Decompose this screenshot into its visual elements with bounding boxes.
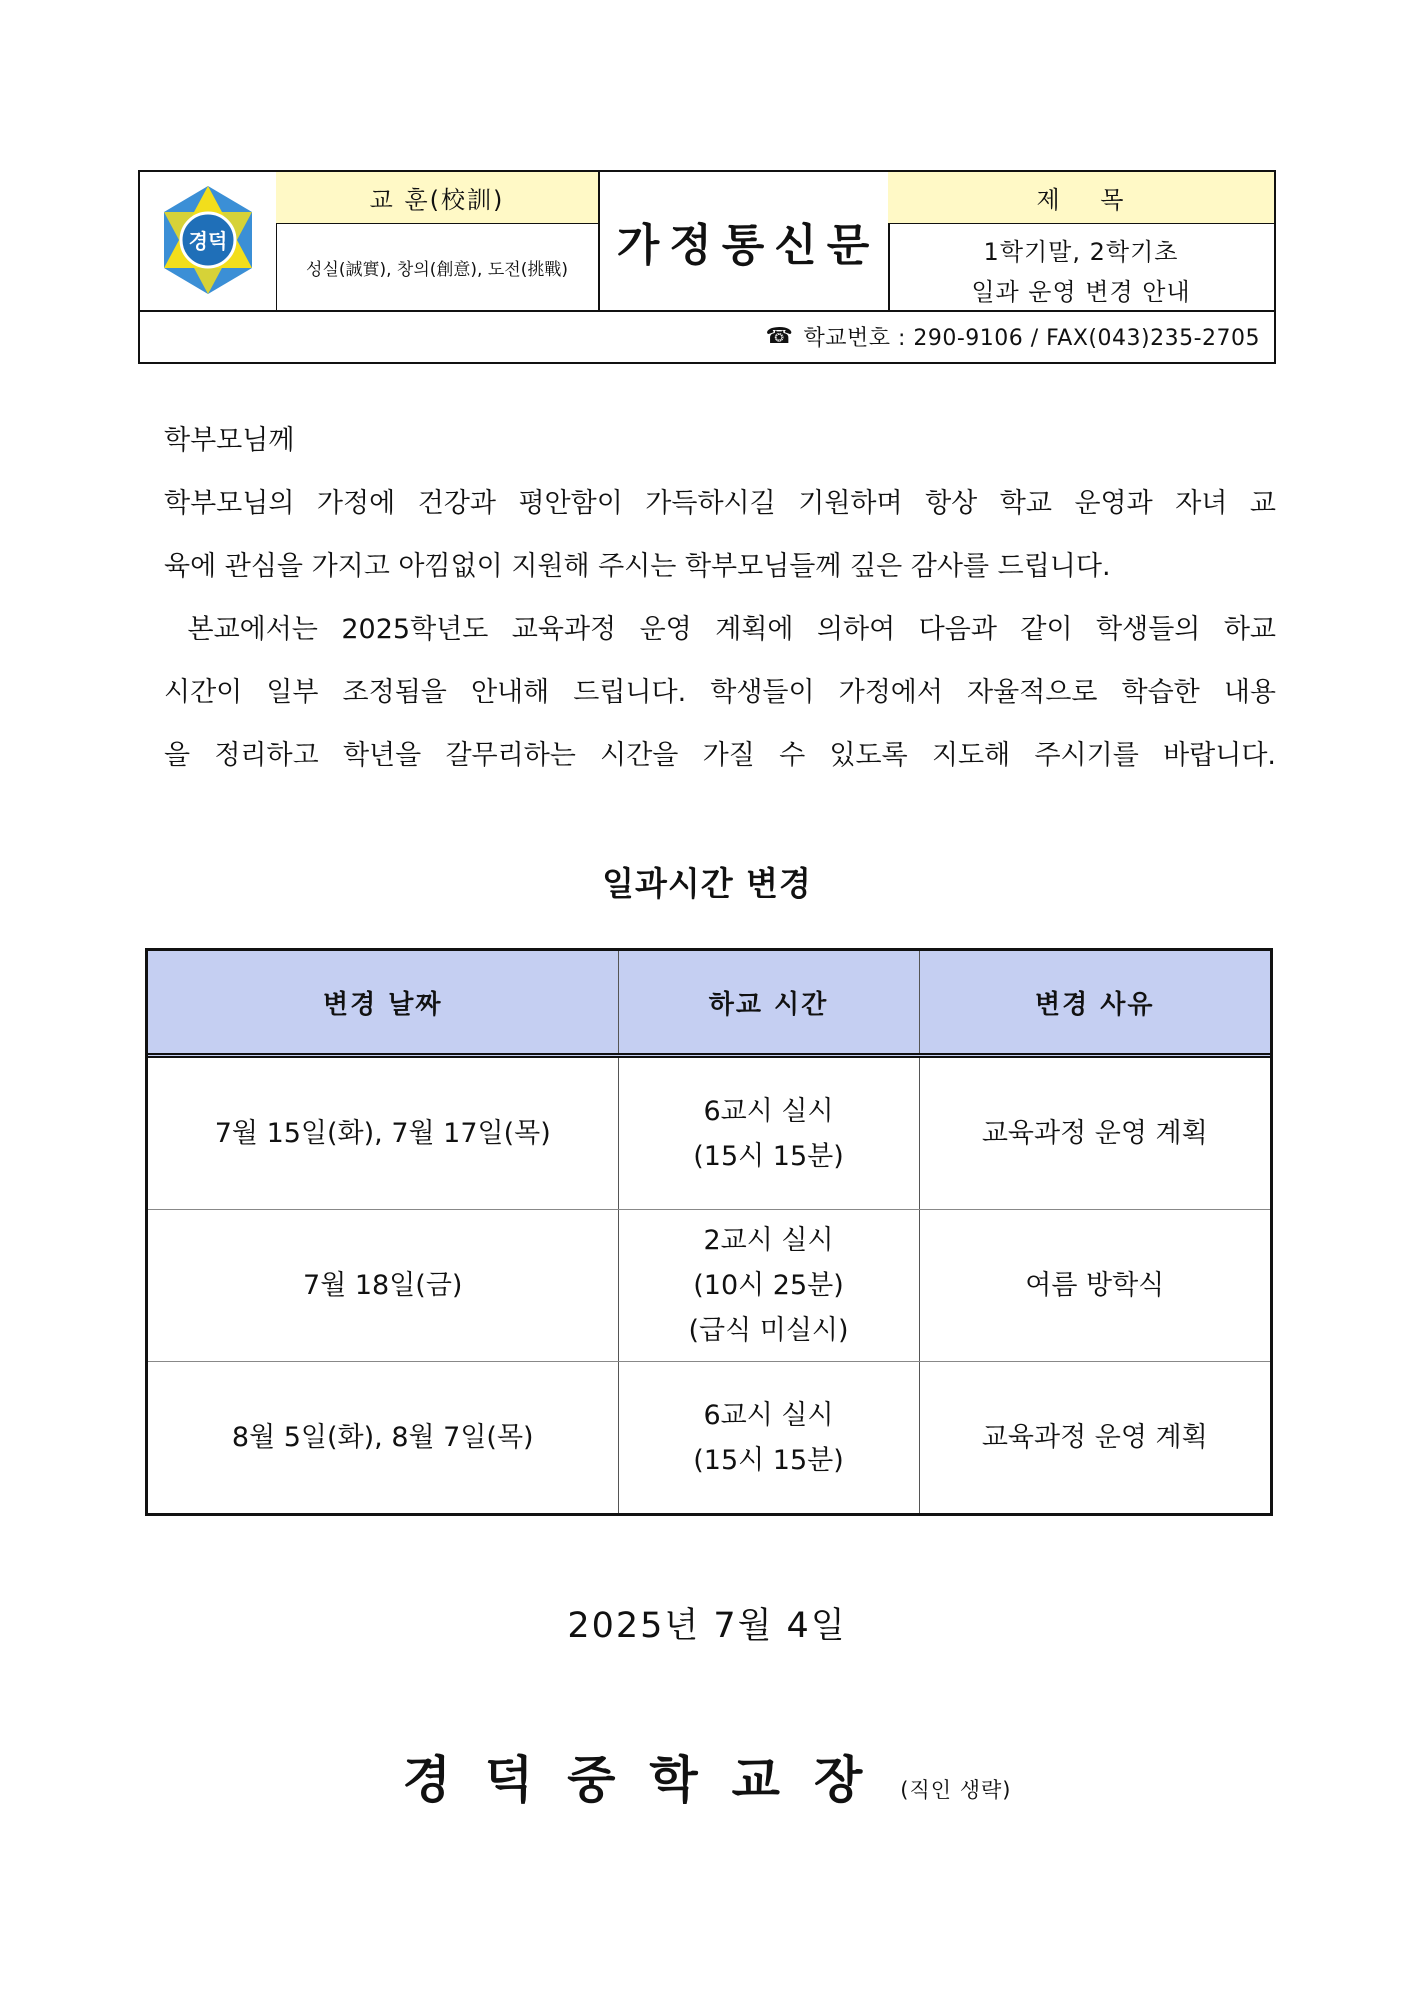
phone-text: 학교번호 : 290-9106 / FAX(043)235-2705 bbox=[803, 325, 1260, 351]
seal-omitted-note: (직인 생략) bbox=[900, 1778, 1012, 1802]
table-header-row bbox=[148, 951, 1270, 1056]
cell-reason: 여름 방학식 bbox=[919, 1210, 1270, 1362]
signature-block bbox=[0, 1740, 1414, 1812]
cell-date: 7월 15일(화), 7월 17일(목) bbox=[148, 1056, 618, 1210]
column-header-reason: 변경 사유 bbox=[919, 951, 1270, 1056]
time-line: (15시 15분) bbox=[693, 1444, 844, 1476]
time-line: 6교시 실시 bbox=[703, 1095, 834, 1127]
schedule-title: 일과시간 변경 bbox=[602, 864, 812, 903]
table-row bbox=[148, 1362, 1270, 1514]
subject-cell bbox=[888, 172, 1274, 310]
school-motto: 성실(誠實), 창의(創意), 도전(挑戰) bbox=[306, 259, 568, 280]
letter-paragraph-1-line-2: 육에 관심을 가지고 아낌없이 지원해 주시는 학부모님들께 깊은 감사를 드립니다. bbox=[164, 551, 1111, 582]
telephone-icon: ☎ bbox=[765, 323, 794, 349]
letter-paragraph-1-line-1: 학부모님의 가정에 건강과 평안함이 가득하시길 기원하며 항상 학교 운영과 자녀 교 bbox=[164, 488, 1276, 519]
document-title: 가정통신문 bbox=[616, 220, 880, 271]
time-line: 2교시 실시 bbox=[703, 1225, 834, 1256]
school-contact bbox=[766, 310, 1260, 362]
subject-line-1: 1학기말, 2학기초 bbox=[983, 238, 1179, 266]
salutation: 학부모님께 bbox=[164, 425, 295, 456]
header-top-row bbox=[140, 172, 1274, 312]
time-line: (급식 미실시) bbox=[688, 1315, 849, 1346]
issue-date: 2025년 7월 4일 bbox=[567, 1606, 847, 1646]
letter-paragraph-2-line-3: 을 정리하고 학년을 갈무리하는 시간을 가질 수 있도록 지도해 주시기를 바랍니다. bbox=[164, 740, 1276, 771]
school-logo-cell bbox=[140, 172, 277, 310]
motto-cell bbox=[276, 172, 600, 310]
principal-signature: 경덕중학교장 bbox=[402, 1750, 897, 1809]
schedule-table bbox=[145, 948, 1273, 1516]
cell-time bbox=[618, 1210, 919, 1362]
column-header-time: 하교 시간 bbox=[618, 951, 919, 1056]
cell-reason: 교육과정 운영 계획 bbox=[919, 1056, 1270, 1210]
column-header-date: 변경 날짜 bbox=[148, 951, 618, 1056]
newsletter-header bbox=[138, 170, 1276, 364]
cell-time bbox=[618, 1056, 919, 1210]
cell-time bbox=[618, 1362, 919, 1514]
subject-line-2: 일과 운영 변경 안내 bbox=[971, 278, 1191, 306]
cell-date: 7월 18일(금) bbox=[148, 1210, 618, 1362]
letter-paragraph-2-line-1: 본교에서는 2025학년도 교육과정 운영 계획에 의하여 다음과 같이 학생들의 하교 bbox=[164, 614, 1276, 645]
time-line: (15시 15분) bbox=[693, 1140, 844, 1172]
time-line: 6교시 실시 bbox=[703, 1399, 834, 1431]
letter-paragraph-2-line-2: 시간이 일부 조정됨을 안내해 드립니다. 학생들이 가정에서 자율적으로 학습한 내용 bbox=[164, 677, 1276, 708]
header-contact-row bbox=[140, 310, 1274, 362]
title-cell bbox=[598, 172, 890, 310]
table-row bbox=[148, 1056, 1270, 1210]
cell-date: 8월 5일(화), 8월 7일(목) bbox=[148, 1362, 618, 1514]
logo-text: 경덕 bbox=[188, 229, 228, 253]
subject-label: 제 목 bbox=[888, 172, 1274, 224]
table-row bbox=[148, 1210, 1270, 1362]
school-logo bbox=[140, 172, 276, 310]
time-line: (10시 25분) bbox=[693, 1270, 844, 1301]
motto-label: 교 훈(校訓) bbox=[276, 172, 598, 224]
cell-reason: 교육과정 운영 계획 bbox=[981, 1422, 1208, 1453]
